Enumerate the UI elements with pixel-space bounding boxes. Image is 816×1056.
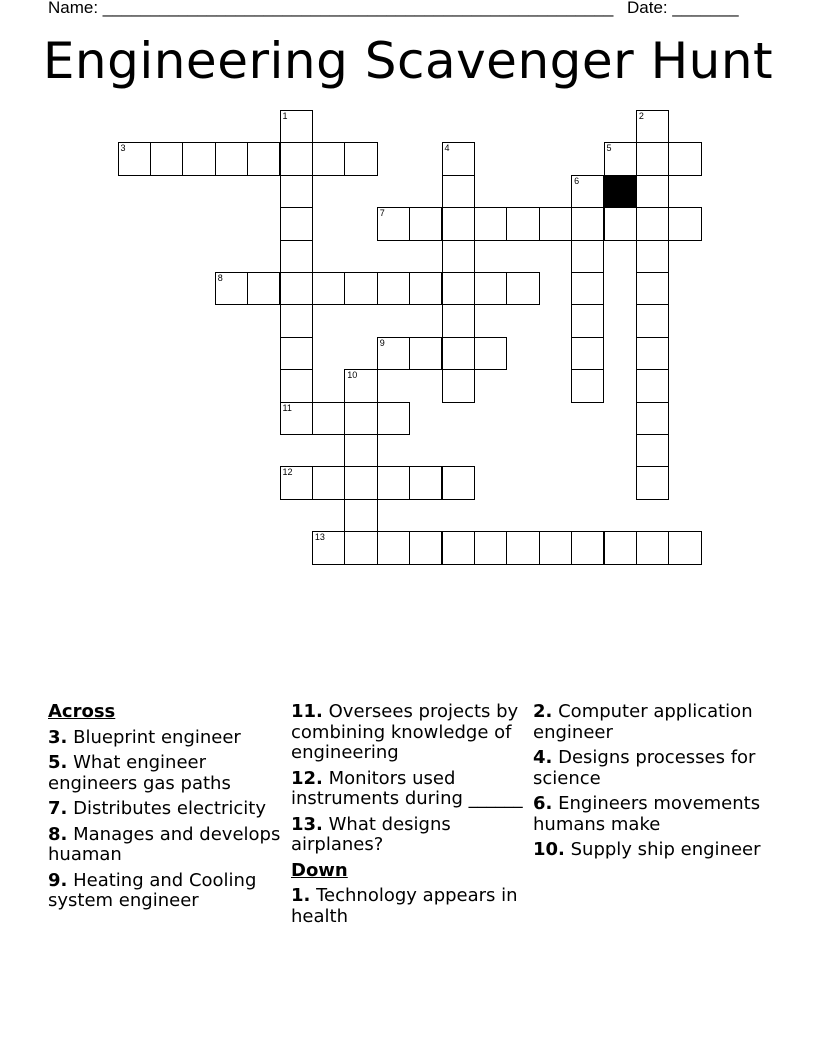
- clue-number: 7.: [48, 798, 68, 819]
- grid-cell[interactable]: [571, 207, 604, 240]
- grid-cell[interactable]: [182, 142, 215, 175]
- black-square: [604, 175, 637, 208]
- grid-cell[interactable]: [668, 531, 701, 564]
- grid-cell[interactable]: [571, 531, 604, 564]
- page-title: Engineering Scavenger Hunt: [42, 32, 774, 90]
- grid-cell[interactable]: [604, 142, 637, 175]
- grid-cell[interactable]: [506, 272, 539, 305]
- clue-number: 6.: [533, 793, 553, 814]
- grid-cell[interactable]: [636, 142, 669, 175]
- grid-cell[interactable]: [636, 207, 669, 240]
- grid-cell[interactable]: [280, 369, 313, 402]
- grid-cell[interactable]: [344, 142, 377, 175]
- clue-number: 9.: [48, 869, 68, 891]
- clues-column-2: [291, 702, 527, 932]
- clue-number-label: 7: [379, 208, 385, 219]
- grid-cell[interactable]: [474, 207, 507, 240]
- grid-cell[interactable]: [636, 240, 669, 273]
- clue-text: Oversees projects by combining knowledge of engineering: [291, 701, 519, 763]
- grid-cell[interactable]: [636, 466, 669, 499]
- grid-cell[interactable]: [344, 466, 377, 499]
- clue-item: [48, 753, 284, 794]
- grid-cell[interactable]: [506, 531, 539, 564]
- clue-number-label: 3: [120, 143, 126, 154]
- grid-cell[interactable]: [636, 369, 669, 402]
- clue-item: [291, 702, 527, 764]
- clue-number-label: 10: [347, 370, 358, 381]
- grid-cell[interactable]: [280, 304, 313, 337]
- grid-cell[interactable]: [539, 207, 572, 240]
- clue-number-label: 4: [444, 143, 450, 154]
- clue-number-label: 9: [379, 337, 385, 348]
- grid-cell[interactable]: [377, 207, 410, 240]
- grid-cell[interactable]: [442, 207, 475, 240]
- grid-cell[interactable]: [442, 337, 475, 370]
- clue-item: [48, 799, 284, 820]
- grid-cell[interactable]: [409, 207, 442, 240]
- grid-cell[interactable]: [344, 272, 377, 305]
- grid-cell[interactable]: [312, 402, 345, 435]
- clue-text: Monitors used instruments during ______: [291, 767, 523, 809]
- clue-number-label: 5: [606, 143, 612, 154]
- grid-cell[interactable]: [474, 337, 507, 370]
- clue-item: [533, 794, 769, 835]
- grid-cell[interactable]: [280, 337, 313, 370]
- grid-cell[interactable]: [312, 142, 345, 175]
- clues-column-3: [533, 702, 769, 866]
- clue-text: Manages and develops huaman: [48, 823, 281, 865]
- grid-cell[interactable]: [150, 142, 183, 175]
- grid-cell[interactable]: [442, 466, 475, 499]
- grid-cell[interactable]: [377, 466, 410, 499]
- clue-text: Supply ship engineer: [570, 839, 761, 860]
- grid-cell[interactable]: [636, 304, 669, 337]
- grid-cell[interactable]: [571, 337, 604, 370]
- grid-cell[interactable]: [442, 304, 475, 337]
- grid-cell[interactable]: [280, 272, 313, 305]
- grid-cell[interactable]: [442, 175, 475, 208]
- grid-cell[interactable]: [571, 304, 604, 337]
- grid-cell[interactable]: [280, 142, 313, 175]
- grid-cell[interactable]: [636, 402, 669, 435]
- grid-cell[interactable]: [280, 240, 313, 273]
- grid-cell[interactable]: [442, 142, 475, 175]
- grid-cell[interactable]: [215, 272, 248, 305]
- grid-cell[interactable]: [377, 402, 410, 435]
- clue-item: [48, 728, 284, 749]
- clue-number: 12.: [291, 767, 323, 789]
- clue-text: Designs processes for science: [533, 747, 756, 789]
- grid-cell[interactable]: [604, 531, 637, 564]
- grid-cell[interactable]: [636, 175, 669, 208]
- grid-cell[interactable]: [344, 402, 377, 435]
- clue-text: Heating and Cooling system engineer: [48, 869, 257, 911]
- grid-cell[interactable]: [604, 207, 637, 240]
- grid-cell[interactable]: [409, 466, 442, 499]
- clue-number: 2.: [533, 701, 553, 722]
- grid-cell[interactable]: [247, 272, 280, 305]
- grid-cell[interactable]: [377, 531, 410, 564]
- grid-cell[interactable]: [409, 531, 442, 564]
- clue-item: [291, 769, 527, 810]
- clue-number-label: 13: [314, 532, 325, 543]
- across-clue-list: [48, 728, 284, 912]
- grid-cell[interactable]: [539, 531, 572, 564]
- clue-number: 5.: [48, 752, 68, 773]
- grid-cell[interactable]: [247, 142, 280, 175]
- grid-cell[interactable]: [442, 369, 475, 402]
- grid-cell[interactable]: [571, 272, 604, 305]
- clue-number: 3.: [48, 726, 68, 748]
- down-clue-list: [291, 886, 527, 927]
- clue-number-label: 6: [574, 175, 580, 186]
- grid-cell[interactable]: [442, 240, 475, 273]
- grid-cell[interactable]: [442, 531, 475, 564]
- clue-number: 13.: [291, 813, 323, 835]
- clue-item: [48, 871, 284, 912]
- grid-cell[interactable]: [409, 272, 442, 305]
- grid-cell[interactable]: [474, 272, 507, 305]
- clue-text: What engineer engineers gas paths: [48, 752, 231, 794]
- clue-number: 1.: [291, 885, 311, 906]
- grid-cell[interactable]: [571, 175, 604, 208]
- grid-cell[interactable]: [636, 531, 669, 564]
- clue-number: 10.: [533, 839, 565, 860]
- date-field[interactable]: Date: _______: [627, 0, 739, 17]
- clue-number: 4.: [533, 747, 553, 768]
- clue-number-label: 11: [282, 402, 292, 413]
- grid-cell[interactable]: [571, 240, 604, 273]
- clue-number: 11.: [291, 701, 323, 722]
- grid-cell[interactable]: [344, 499, 377, 532]
- grid-cell[interactable]: [312, 466, 345, 499]
- clue-item: [533, 702, 769, 743]
- clues-column-1: [48, 702, 284, 917]
- clue-number-label: 12: [282, 467, 293, 478]
- grid-cell[interactable]: [215, 142, 248, 175]
- clue-text: Engineers movements humans make: [533, 793, 761, 835]
- grid-cell[interactable]: [280, 175, 313, 208]
- clue-text: Distributes electricity: [73, 798, 266, 819]
- grid-cell[interactable]: [344, 434, 377, 467]
- grid-cell[interactable]: [636, 337, 669, 370]
- grid-cell[interactable]: [312, 272, 345, 305]
- clue-number-label: 2: [638, 111, 644, 121]
- clue-item: [533, 748, 769, 789]
- clue-number: 8.: [48, 823, 68, 845]
- grid-cell[interactable]: [312, 531, 345, 564]
- grid-cell[interactable]: [280, 207, 313, 240]
- grid-cell[interactable]: [280, 402, 313, 435]
- clue-item: [533, 840, 769, 861]
- grid-cell[interactable]: [280, 110, 313, 143]
- grid-cell[interactable]: [636, 434, 669, 467]
- grid-cell[interactable]: [668, 207, 701, 240]
- grid-cell[interactable]: [506, 207, 539, 240]
- clue-number-label: 8: [217, 273, 223, 283]
- grid-cell[interactable]: [280, 466, 313, 499]
- grid-cell[interactable]: [474, 531, 507, 564]
- clue-item: [291, 886, 527, 927]
- grid-cell[interactable]: [344, 531, 377, 564]
- clue-number-label: 1: [282, 111, 288, 121]
- name-field[interactable]: Name: ______________________________________________________: [48, 0, 614, 17]
- clue-text: Computer application engineer: [533, 701, 753, 743]
- clue-text: Technology appears in health: [291, 885, 518, 927]
- clue-item: [291, 815, 527, 856]
- grid-cell[interactable]: [377, 337, 410, 370]
- clue-text: What designs airplanes?: [291, 813, 451, 855]
- grid-cell[interactable]: [571, 369, 604, 402]
- grid-cell[interactable]: [636, 272, 669, 305]
- down-clue-list-continued: [533, 702, 769, 861]
- down-heading: Down: [291, 859, 348, 881]
- clue-text: Blueprint engineer: [73, 726, 241, 748]
- across-clue-list-continued: [291, 702, 527, 856]
- grid-cell[interactable]: [668, 142, 701, 175]
- grid-cell[interactable]: [442, 272, 475, 305]
- across-heading: Across: [48, 701, 116, 722]
- grid-cell[interactable]: [118, 142, 151, 175]
- grid-cell[interactable]: [344, 369, 377, 402]
- clue-item: [48, 825, 284, 866]
- grid-cell[interactable]: [377, 272, 410, 305]
- grid-cell[interactable]: [636, 110, 669, 143]
- grid-cell[interactable]: [409, 337, 442, 370]
